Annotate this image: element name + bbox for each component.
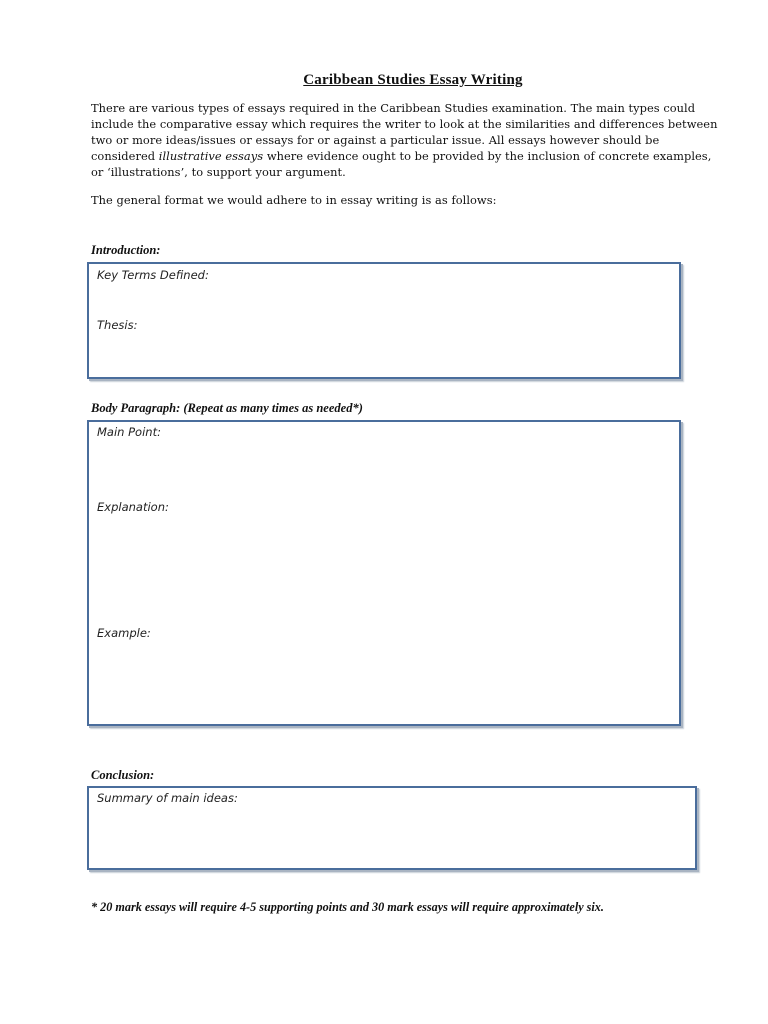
thesis-label: Thesis:	[97, 318, 138, 332]
body-paragraph-box[interactable]	[87, 420, 681, 726]
key-terms-label: Key Terms Defined:	[97, 268, 209, 282]
explanation-label: Explanation:	[97, 500, 169, 514]
summary-label: Summary of main ideas:	[97, 791, 238, 805]
body-paragraph-heading: Body Paragraph: (Repeat as many times as needed*)	[91, 401, 363, 415]
introduction-box[interactable]	[87, 262, 681, 379]
conclusion-heading: Conclusion:	[91, 768, 155, 782]
format-statement: The general format we would adhere to in essay writing is as follows:	[91, 193, 497, 207]
intro-line-5: or ‘illustrations’, to support your argument.	[91, 165, 346, 179]
footnote: * 20 mark essays will require 4-5 supporting points and 30 mark essays will require approximately six.	[91, 900, 604, 914]
introduction-heading: Introduction:	[91, 243, 161, 257]
intro-paragraph	[91, 100, 741, 180]
intro-line-2: include the comparative essay which requires the writer to look at the similarities and differences between	[91, 117, 718, 131]
intro-line-4	[91, 148, 741, 164]
intro-line-4-end: where evidence ought to be provided by the inclusion of concrete examples,	[263, 149, 712, 163]
intro-line-4-start: considered	[91, 149, 159, 163]
illustrative-essays-term: illustrative essays	[158, 149, 264, 163]
main-point-label: Main Point:	[97, 425, 161, 439]
intro-line-3: two or more ideas/issues or essays for or against a particular issue. All essays however should be	[91, 133, 660, 147]
example-label: Example:	[97, 626, 151, 640]
intro-line-1: There are various types of essays required in the Caribbean Studies examination. The main types could	[91, 101, 696, 115]
conclusion-box[interactable]	[87, 786, 697, 870]
document-title: Caribbean Studies Essay Writing	[303, 72, 523, 88]
